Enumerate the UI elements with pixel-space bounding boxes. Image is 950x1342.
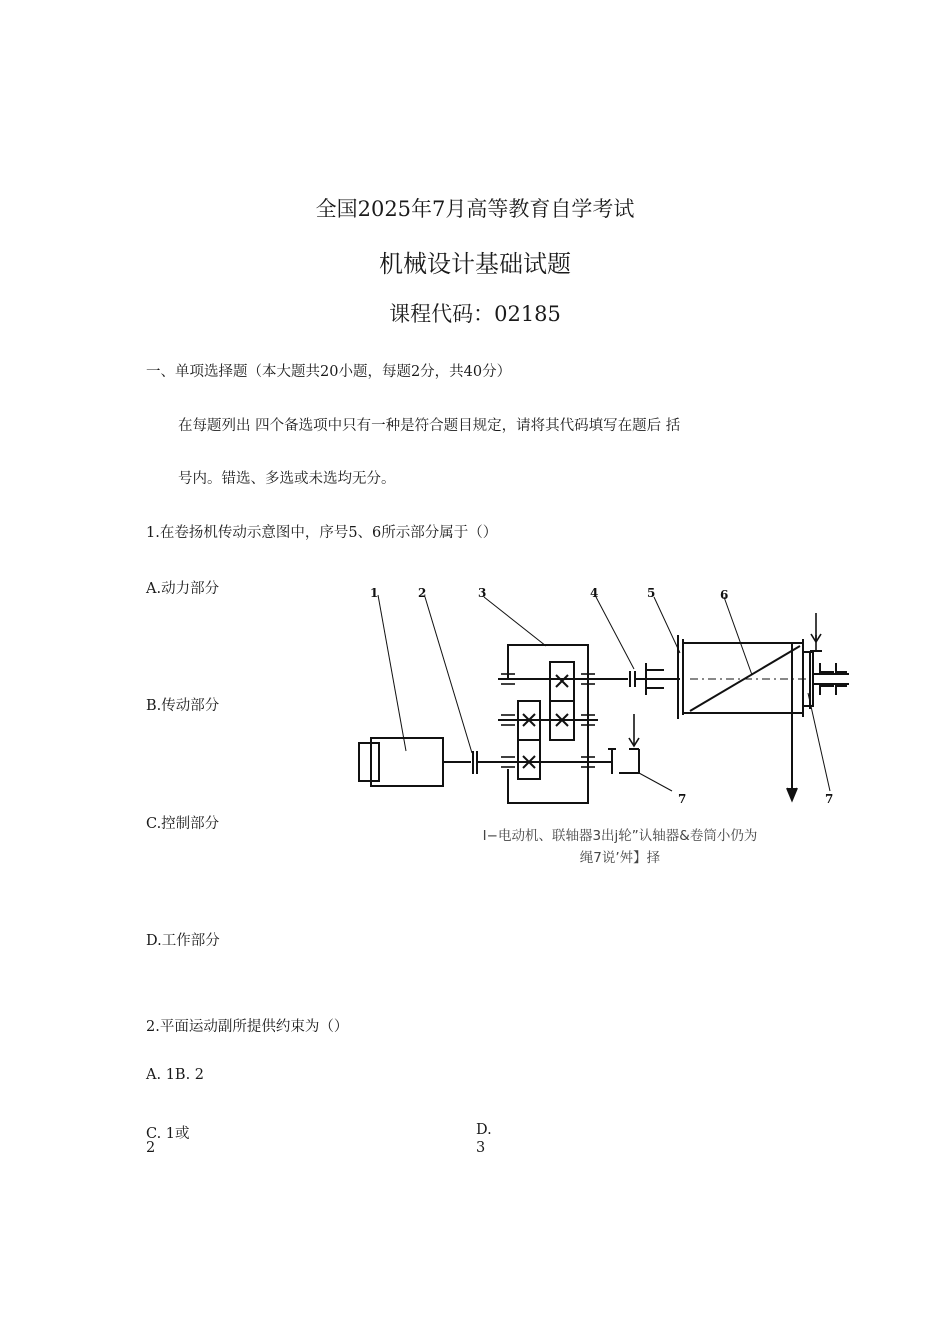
section-heading: 一、单项选择题（本大题共20小题，每题2分，共40分） — [146, 364, 512, 380]
diagram-label-1: 1 — [370, 586, 379, 600]
instruction-line-2: 号内。错选、多选或未选均无分。 — [178, 471, 396, 487]
diagram-label-6: 6 — [720, 588, 729, 602]
motor-body — [371, 738, 443, 786]
figure-caption-line-2: 绳7说’舛】择 — [579, 850, 661, 866]
q2-option-d-line-1: D. — [476, 1122, 492, 1138]
q1-option-d: D.工作部分 — [146, 933, 220, 949]
q1-option-c: C.控制部分 — [146, 816, 220, 832]
q2-option-c-line-2: 2 — [146, 1140, 156, 1156]
diagram-label-7-left: 7 — [678, 792, 687, 806]
diagram-label-4: 4 — [590, 586, 599, 600]
instruction-line-1: 在每题列出 四个备选项中只有一种是符合题目规定，请将其代码填写在题后 括 — [178, 418, 681, 434]
q2-option-c-line-1: C. 1或 — [146, 1126, 190, 1142]
diagram-label-3: 3 — [478, 586, 487, 600]
subject-title: 机械设计基础试题 — [379, 250, 571, 278]
motor-end-cap — [359, 743, 379, 781]
bearing-7-top — [820, 663, 834, 672]
winding-drum — [683, 643, 803, 713]
q2-option-ab: A. 1B. 2 — [146, 1067, 205, 1083]
course-code: 课程代码：02185 — [389, 302, 561, 326]
q2-option-d-line-2: 3 — [476, 1140, 486, 1156]
diagram-label-5: 5 — [647, 586, 656, 600]
bearing-4-bottom — [646, 688, 664, 695]
exam-title: 全国2025年7月高等教育自学考试 — [315, 197, 635, 221]
diagram-label-7-right: 7 — [825, 792, 834, 806]
diagram-label-2: 2 — [418, 586, 427, 600]
question-1-stem: 1.在卷扬机传动示意图中，序号5、6所示部分属于（） — [146, 525, 498, 541]
figure-caption-line-1: Ⅰ−电动机、联轴器3出j轮”认轴器&卷筒小仍为 — [482, 828, 758, 844]
q1-option-b: B.传动部分 — [146, 698, 220, 714]
hoist-transmission-diagram — [350, 583, 860, 811]
bearing-4-top — [646, 663, 664, 670]
q1-option-a: A.动力部分 — [146, 581, 220, 597]
question-2-stem: 2.平面运动副所提供约束为（） — [146, 1019, 349, 1035]
